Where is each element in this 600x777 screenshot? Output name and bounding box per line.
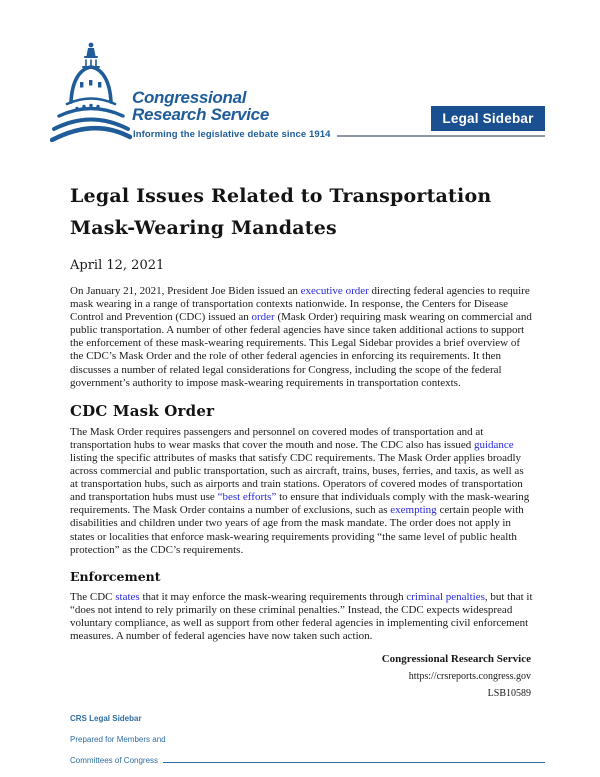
footer-rule	[163, 762, 545, 763]
inline-link[interactable]: exempting	[390, 504, 437, 517]
crs-wordmark	[132, 90, 269, 123]
signature-block	[70, 653, 531, 699]
section-heading-cdc-mask-order: CDC Mask Order	[70, 401, 215, 420]
inline-link[interactable]: order	[251, 311, 275, 324]
document-id: LSB10589	[487, 688, 531, 699]
inline-link[interactable]: criminal penalties	[406, 590, 485, 603]
footer-committees-row	[70, 756, 545, 765]
wordmark-line2: Research Service	[132, 104, 269, 124]
capitol-dome-icon	[50, 40, 132, 142]
header-rule	[337, 135, 545, 137]
title-line1: Legal Issues Related to Transportation	[70, 185, 492, 207]
inline-link[interactable]: executive order	[300, 285, 369, 297]
intro-paragraph: On January 21, 2021, President Joe Biden issued an executive order directing federal agencies to require mask wearing in a range of transportation contexts nationwide. In response, the Centers for Disease Control and Prevention (CDC) issued an order (Mask Order) requiring mask wearing on commercial and public transportation. A number of other federal agencies have since taken additional actions to support the enforcement of these mask-wearing requirements. This Legal Sidebar provides a brief overview of the CDC’s Mask Order and the role of other federal agencies in enforcing its requirements. It then discusses a number of related legal considerations for Congress, including the scope of the federal government’s authority to impose mask-wearing requirements in transportation contexts.	[70, 285, 532, 389]
wordmark-line1: Congressional	[132, 88, 247, 107]
legal-sidebar-badge: Legal Sidebar	[431, 106, 545, 131]
document-body	[70, 285, 534, 655]
signature-url: https://crsreports.congress.gov	[408, 671, 531, 682]
section-heading-enforcement: Enforcement	[70, 568, 161, 584]
document-date: April 12, 2021	[70, 258, 165, 273]
page-footer	[70, 714, 545, 765]
footer-series-label: CRS Legal Sidebar	[70, 714, 142, 723]
footer-committees-label: Committees of Congress	[70, 756, 159, 765]
title-line2: Mask-Wearing Mandates	[70, 217, 337, 239]
cdc-mask-order-paragraph: The Mask Order requires passengers and personnel on covered modes of transportation and at transportation hubs to wear masks that cover the mouth and nose. The CDC also has issued guidance listing the specific attributes of masks that satisfy CDC requirements. The Mask Order applies broadly across commercial and public transportation, such as aircraft, trains, buses, ferries, and taxis, as well as at transportation hubs, such as airports and train stations. Operators of covered modes of transportation and transportation hubs must use “best efforts” to ensure that individuals comply with the mask-wearing requirements. The Mask Order contains a number of exclusions, such as exempting certain people with disabilities and children under two years of age from the mask mandate. The order does not apply in states or localities that enforce mask-wearing requirements providing “the same level of public health protection” as the CDC’s requirements.	[70, 425, 530, 556]
enforcement-paragraph: The CDC states that it may enforce the mask-wearing requirements through criminal penalties, but that it “does not intend to rely primarily on these criminal penalties.” Instead, the CDC expects widespread voluntary compliance, as well as support from other federal agencies in implementing civil enforcement measures. A number of federal agencies have now taken such action.	[70, 590, 533, 642]
inline-link[interactable]: guidance	[473, 438, 514, 451]
header-tagline-row	[133, 129, 545, 140]
footer-prepared-line: Prepared for Members and	[70, 735, 166, 744]
tagline: Informing the legislative debate since 1914	[133, 129, 331, 140]
signature-org: Congressional Research Service	[381, 653, 531, 665]
inline-link[interactable]: “best efforts”	[217, 491, 277, 504]
document-title	[70, 180, 491, 244]
inline-link[interactable]: states	[115, 590, 140, 603]
